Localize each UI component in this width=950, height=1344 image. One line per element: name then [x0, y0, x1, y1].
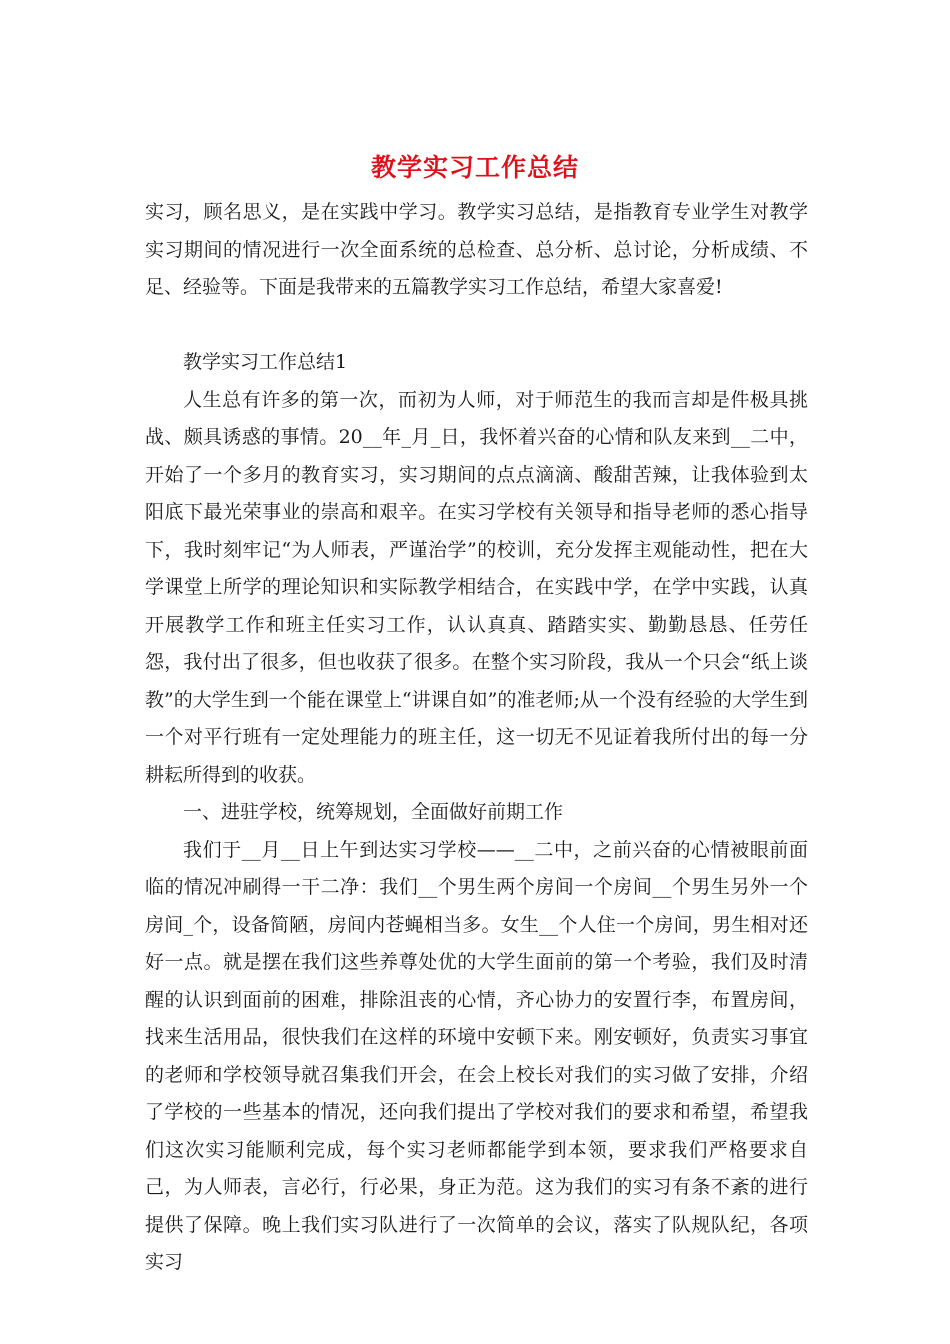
intro-paragraph: 实习，顾名思义，是在实践中学习。教学实习总结，是指教育专业学生对教学实习期间的情况进行一次全面系统的总检查、总分析、总讨论，分析成绩、不足、经验等。下面是我带来的五篇教学实习工作总结，希望大家喜爱!	[145, 201, 808, 298]
subheading: 一、进驻学校，统筹规划，全面做好前期工作	[183, 801, 564, 823]
body-paragraph: 我们于__月__日上午到达实习学校——__二中，之前兴奋的心情被眼前面临的情况冲刷得一干二净：我们__个男生两个房间一个房间__个男生另外一个房间_个，设备简陋，房间内苍蝇相当多。女生__个人住一个房间，男生相对还好一点。就是摆在我们这些养尊处优的大学生面前的第一个考验，我们及时清醒的认识到面前的困难，排除沮丧的心情，齐心协力的安置行李，布置房间，找来生活用品，很快我们在这样的环境中安顿下来。刚安顿好，负责实习事宜的老师和学校领导就召集我们开会，在会上校长对我们的实习做了安排，介绍了学校的一些基本的情况，还向我们提出了学校对我们的要求和希望，希望我们这次实习能顺利完成，每个实习老师都能学到本领，要求我们严格要求自己，为人师表，言必行，行必果，身正为范。这为我们的实习有条不紊的进行提供了保障。晚上我们实习队进行了一次简单的会议，落实了队规队纪，各项实习	[145, 838, 808, 1273]
paragraph-spacer	[145, 307, 808, 345]
document-body	[145, 194, 808, 1282]
body-paragraph: 人生总有许多的第一次，而初为人师，对于师范生的我而言却是件极具挑战、颇具诱惑的事情。20__年_月_日，我怀着兴奋的心情和队友来到__二中，开始了一个多月的教育实习，实习期间的点点滴滴、酸甜苦辣，让我体验到太阳底下最光荣事业的崇高和艰辛。在实习学校有关领导和指导老师的悉心指导下，我时刻牢记“为人师表，严谨治学”的校训，充分发挥主观能动性，把在大学课堂上所学的理论知识和实际教学相结合，在实践中学，在学中实践，认真开展教学工作和班主任实习工作，认认真真、踏踏实实、勤勤恳恳、任劳任怨，我付出了很多，但也收获了很多。在整个实习阶段，我从一个只会“纸上谈教”的大学生到一个能在课堂上“讲课自如”的准老师;从一个没有经验的大学生到一个对平行班有一定处理能力的班主任，这一切无不见证着我所付出的每一分耕耘所得到的收获。	[145, 388, 808, 786]
section-heading: 教学实习工作总结1	[183, 351, 348, 373]
document-title: 教学实习工作总结	[370, 153, 579, 182]
